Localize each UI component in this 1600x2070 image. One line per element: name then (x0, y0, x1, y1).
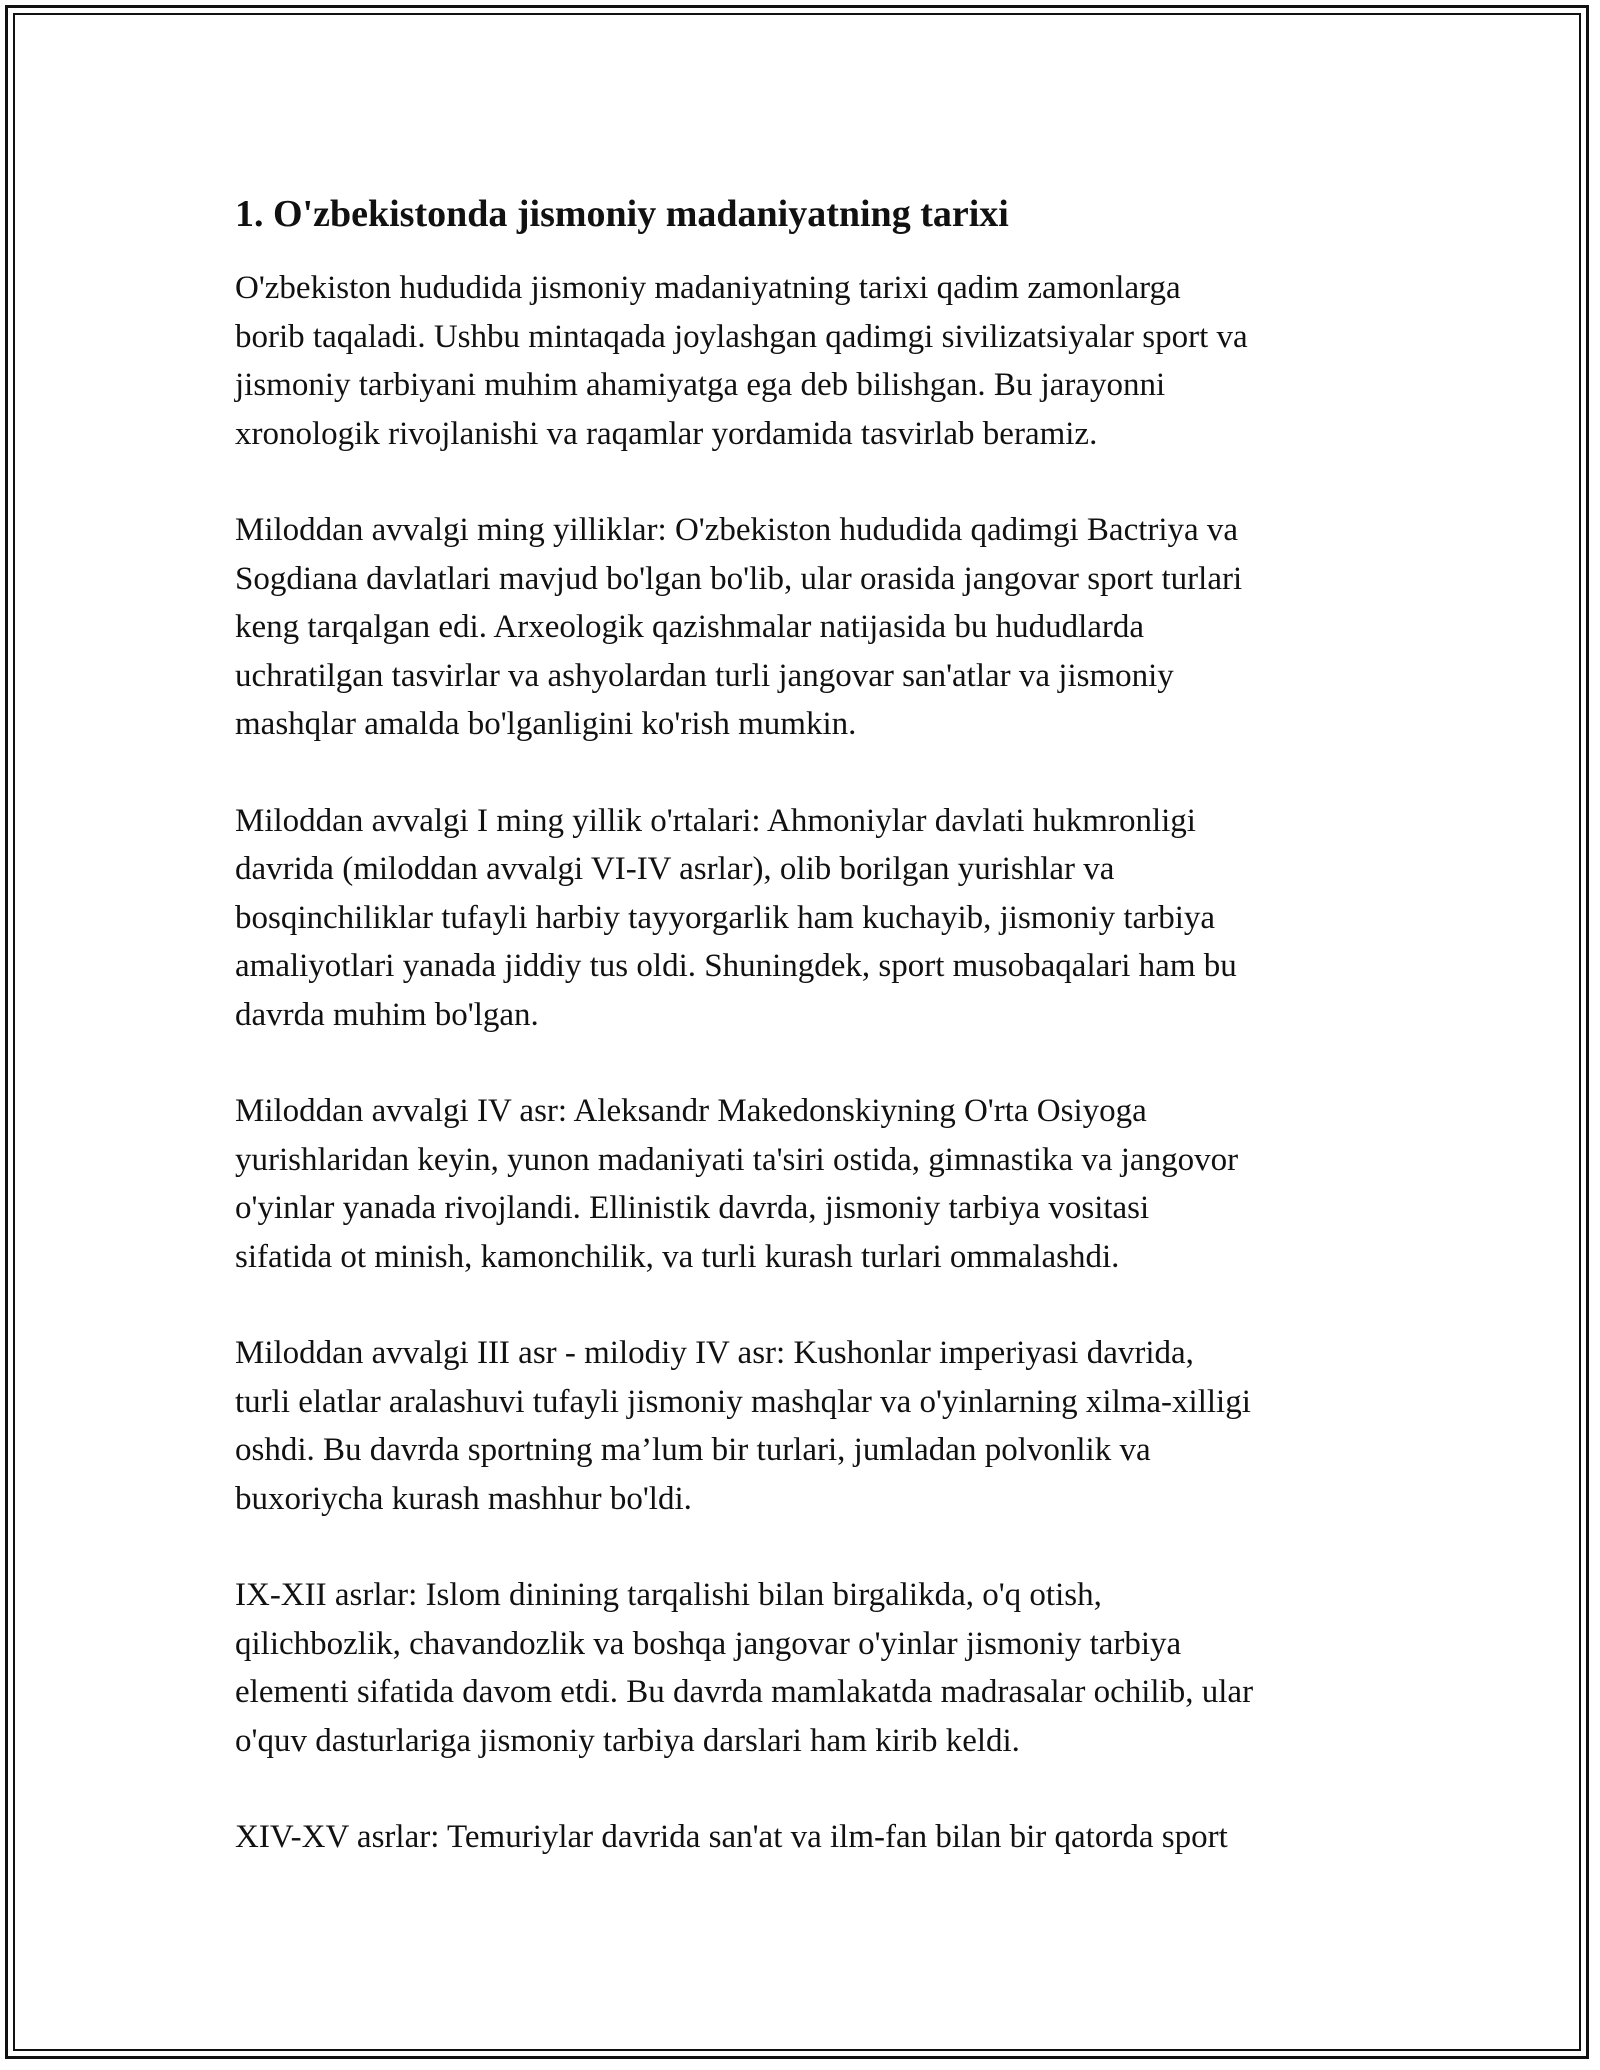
document-body (235, 190, 1385, 1910)
paragraph-7: XIV-XV asrlar: Temuriylar davrida san'at va ilm-fan bilan bir qatorda sport (235, 1819, 1228, 1855)
paragraph-5: Miloddan avvalgi III asr - milodiy IV asr: Kushonlar imperiyasi davrida, turli elatlar aralashuvi tufayli jismoniy mashqlar va o'yinlarning xilma-xilligi oshdi. Bu davrda sportning ma’lum bir turlari, jumladan polvonlik va buxoriycha kurash mashhur bo'ldi. (235, 1335, 1251, 1517)
paragraph-2: Miloddan avvalgi ming yilliklar: O'zbekiston hududida qadimgi Bactriya va Sogdiana davlatlari mavjud bo'lgan bo'lib, ular orasida jangovar sport turlari keng tarqalgan edi. Arxeologik qazishmalar natijasida bu hududlarda uchratilgan tasvirlar va ashyolardan turli jangovar san'atlar va jismoniy mashqlar amalda bo'lganligini ko'rish mumkin. (235, 512, 1243, 742)
paragraph-4: Miloddan avvalgi IV asr: Aleksandr Makedonskiyning O'rta Osiyoga yurishlaridan keyin, yunon madaniyati ta'siri ostida, gimnastika va jangovor o'yinlar yanada rivojlandi. Ellinistik davrda, jismoniy tarbiya vositasi sifatida ot minish, kamonchilik, va turli kurash turlari ommalashdi. (235, 1093, 1239, 1275)
paragraph-3: Miloddan avvalgi I ming yillik o'rtalari: Ahmoniylar davlati hukmronligi davrida (miloddan avvalgi VI-IV asrlar), olib borilgan yurishlar va bosqinchiliklar tufayli harbiy tayyorgarlik ham kuchayib, jismoniy tarbiya amaliyotlari yanada jiddiy tus oldi. Shuningdek, sport musobaqalari ham bu davrda muhim bo'lgan. (235, 802, 1237, 1033)
page-title: 1. O'zbekistonda jismoniy madaniyatning tarixi (235, 193, 1009, 235)
paragraph-6: IX-XII asrlar: Islom dinining tarqalishi bilan birgalikda, o'q otish, qilichbozlik, chavandozlik va boshqa jangovar o'yinlar jismoniy tarbiya elementi sifatida davom etdi. Bu davrda mamlakatda madrasalar ochilib, ular o'quv dasturlariga jismoniy tarbiya darslari ham kirib keldi. (235, 1577, 1254, 1759)
paragraph-1: O'zbekiston hududida jismoniy madaniyatning tarixi qadim zamonlarga borib taqaladi. Ushbu mintaqada joylashgan qadimgi sivilizatsiyalar sport va jismoniy tarbiyani muhim ahamiyatga ega deb bilishgan. Bu jarayonni xronologik rivojlanishi va raqamlar yordamida tasvirlab beramiz. (235, 270, 1248, 452)
